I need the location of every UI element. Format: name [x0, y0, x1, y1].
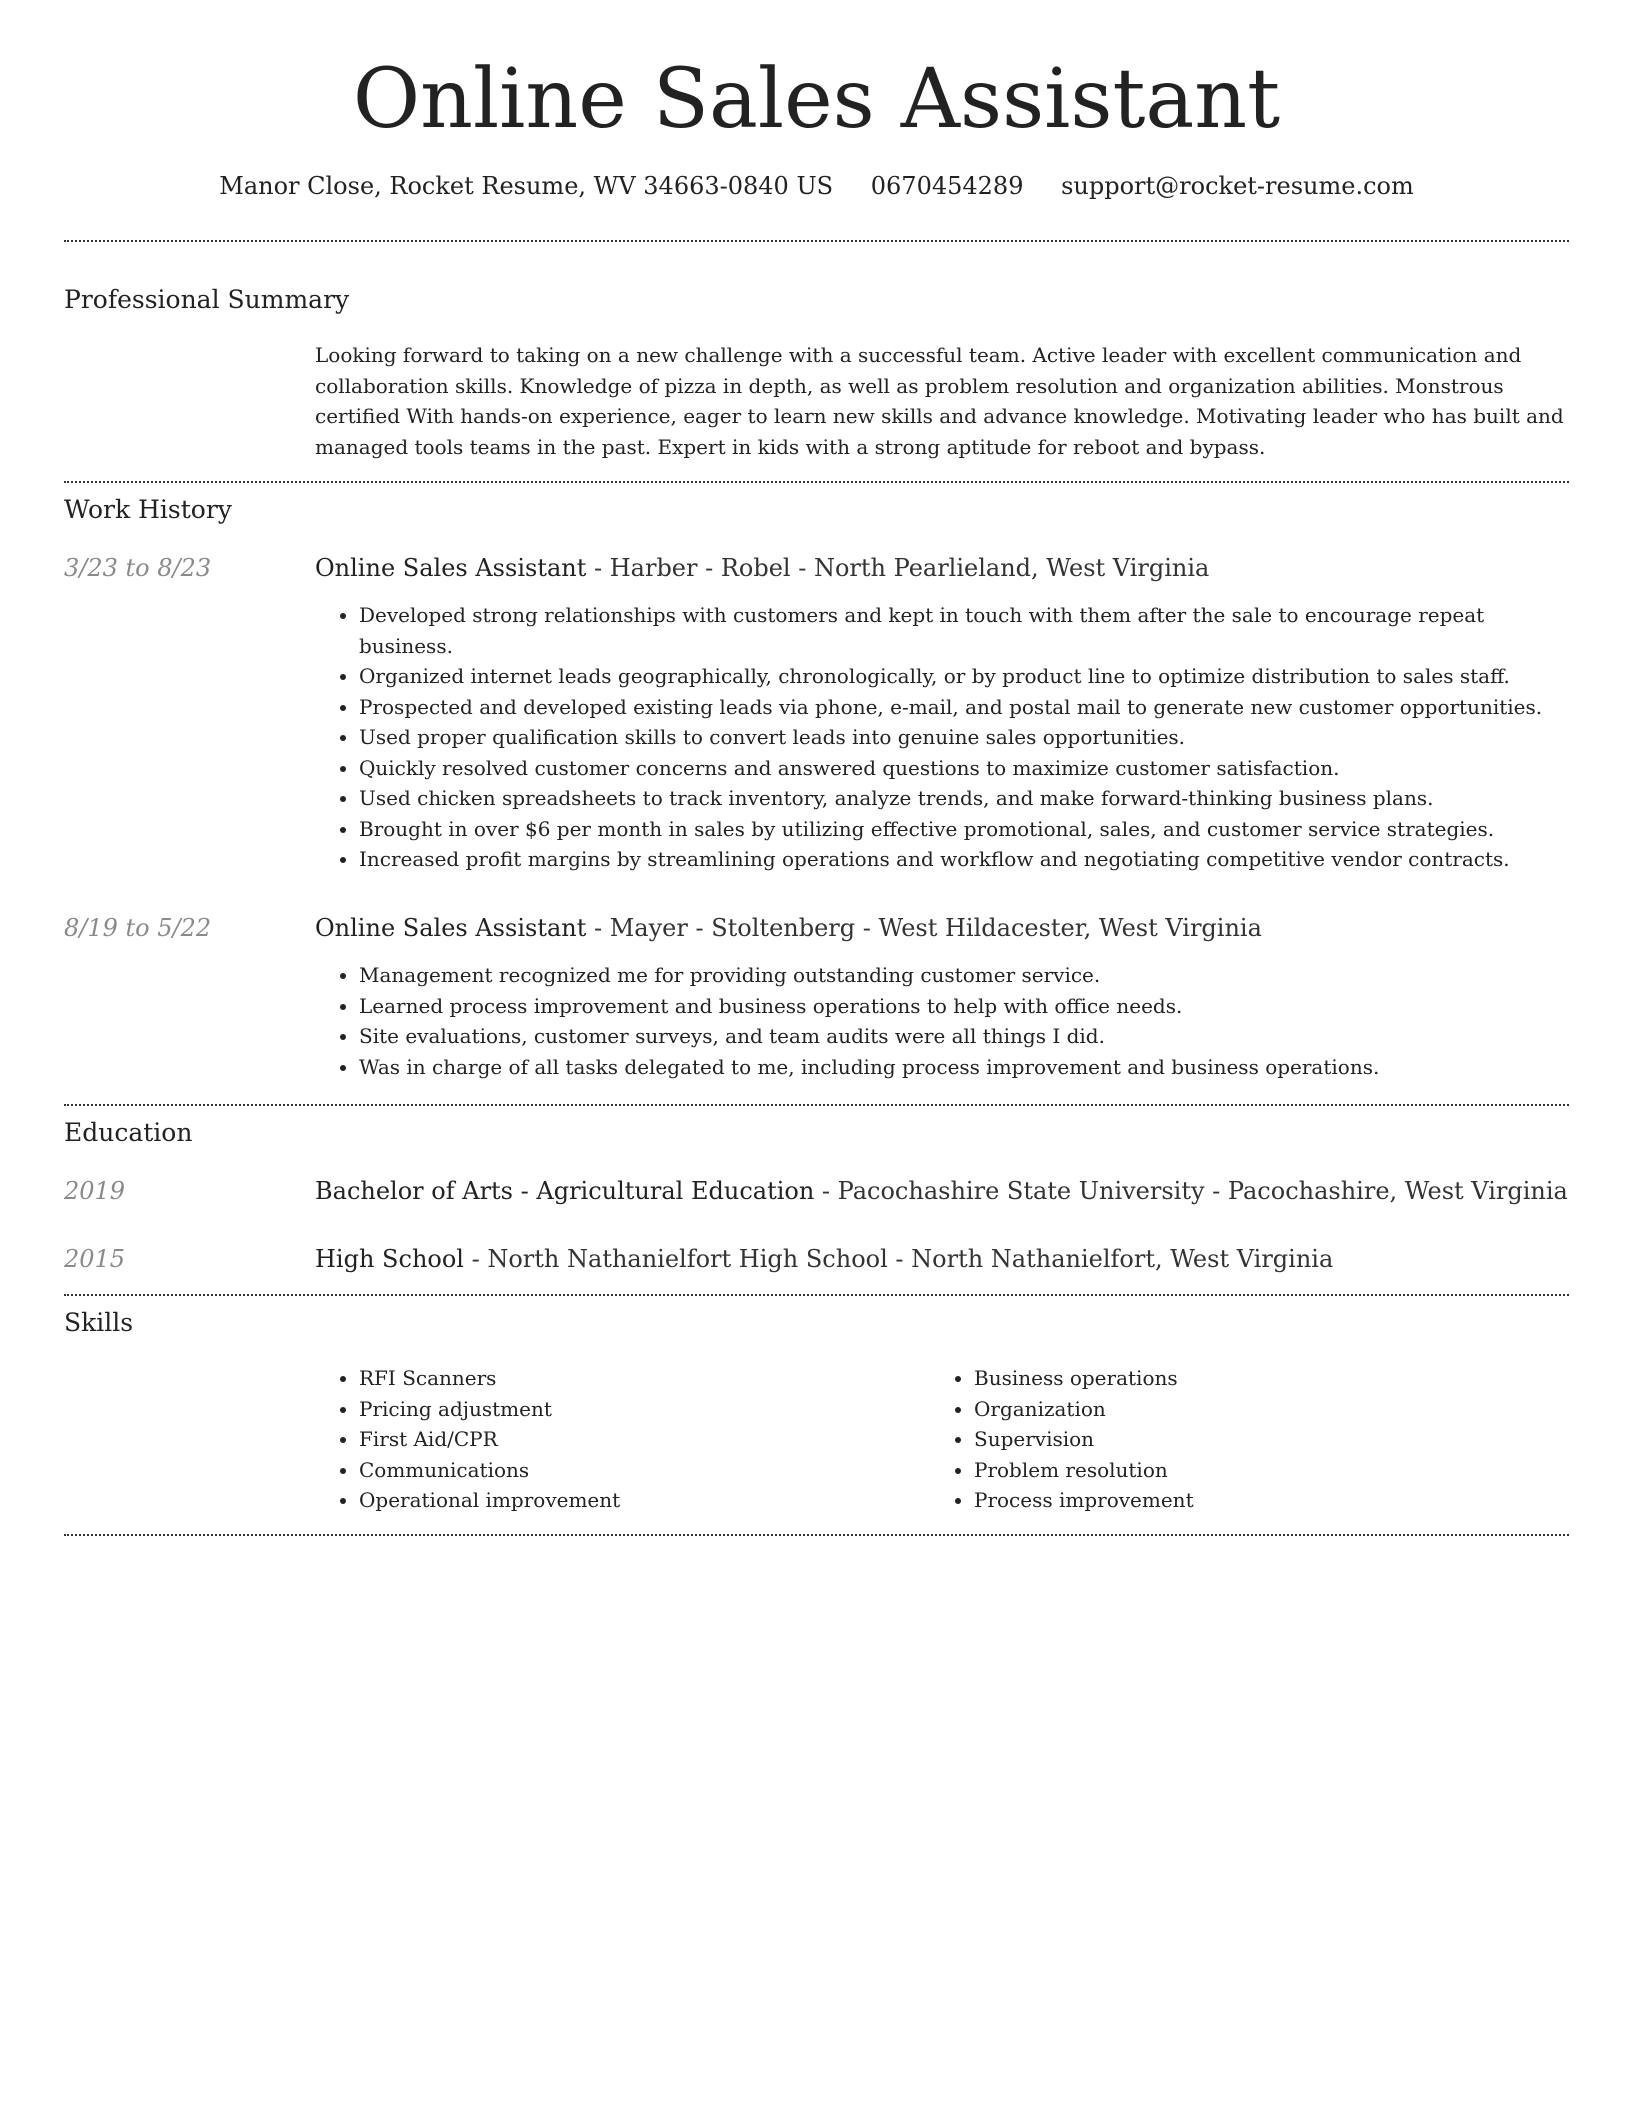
- list-item: • Organized internet leads geographically, chronologically, or by product line to optimize distribution to sales staff.: [359, 661, 1569, 692]
- summary-text: Looking forward to taking on a new challenge with a successful team. Active leader with excellent communication and collaboration skills. Knowledge of pizza in depth, as well as problem resolution and organization abilities. Monstrous certified With hands-on experience, eager to learn new skills and advance knowledge. Motivating leader who has built and managed tools teams in the past. Expert in kids with a strong aptitude for reboot and bypass.: [315, 343, 1564, 459]
- edu-line: [315, 1175, 1569, 1207]
- job-employer: - Mayer - Stoltenberg - West Hildacester, West Virginia: [586, 914, 1262, 942]
- edu-year: 2019: [64, 1177, 126, 1205]
- list-item: • Developed strong relationships with customers and kept in touch with them after the sale to encourage repeat business.: [359, 600, 1569, 661]
- list-item: • Brought in over $6 per month in sales by utilizing effective promotional, sales, and customer service strategies.: [359, 814, 1569, 845]
- resume-name: Online Sales Assistant: [352, 52, 1281, 147]
- list-item: • Learned process improvement and business operations to help with office needs.: [359, 991, 1569, 1022]
- skill-item: • Process improvement: [974, 1485, 1490, 1516]
- list-item: • Management recognized me for providing outstanding customer service.: [359, 960, 1569, 991]
- edu-line: [315, 1243, 1569, 1275]
- skill-item: • Communications: [359, 1455, 875, 1486]
- skill-item: • Pricing adjustment: [359, 1394, 875, 1425]
- job-employer: - Harber - Robel - North Pearlieland, West Virginia: [586, 554, 1210, 582]
- job-bullets: [315, 960, 1569, 1082]
- edu-entry: [315, 1175, 1569, 1207]
- job-bullets: [315, 600, 1569, 875]
- divider: [64, 1104, 1569, 1106]
- section-title-skills: Skills: [64, 1308, 134, 1337]
- divider: [64, 240, 1569, 242]
- contact-address: Manor Close, Rocket Resume, WV 34663-0840 US: [219, 172, 834, 200]
- job-dates: 8/19 to 5/22: [64, 914, 212, 942]
- skills-column-right: [930, 1363, 1490, 1516]
- section-title-summary: Professional Summary: [64, 285, 350, 314]
- list-item: • Increased profit margins by streamlining operations and workflow and negotiating competitive vendor contracts.: [359, 844, 1569, 875]
- skill-item: • Business operations: [974, 1363, 1490, 1394]
- skill-item: • Operational improvement: [359, 1485, 875, 1516]
- edu-degree: High School: [315, 1245, 464, 1273]
- edu-degree: Bachelor of Arts - Agricultural Education: [315, 1177, 815, 1205]
- list-item: • Prospected and developed existing leads via phone, e-mail, and postal mail to generate new customer opportunities.: [359, 692, 1569, 723]
- skill-item: • First Aid/CPR: [359, 1424, 875, 1455]
- list-item: • Quickly resolved customer concerns and answered questions to maximize customer satisfaction.: [359, 753, 1569, 784]
- edu-entry: [315, 1243, 1569, 1275]
- divider: [64, 481, 1569, 483]
- section-title-education: Education: [64, 1118, 193, 1147]
- skills-list: [315, 1363, 875, 1516]
- skill-item: • Supervision: [974, 1424, 1490, 1455]
- edu-year: 2015: [64, 1245, 126, 1273]
- contact-phone: 0670454289: [870, 172, 1024, 200]
- job-title: [315, 912, 1569, 944]
- skill-item: • Problem resolution: [974, 1455, 1490, 1486]
- list-item: • Was in charge of all tasks delegated to me, including process improvement and business operations.: [359, 1052, 1569, 1083]
- list-item: • Used proper qualification skills to convert leads into genuine sales opportunities.: [359, 722, 1569, 753]
- list-item: • Site evaluations, customer surveys, and team audits were all things I did.: [359, 1021, 1569, 1052]
- divider: [64, 1534, 1569, 1536]
- skill-item: • Organization: [974, 1394, 1490, 1425]
- skills-list: [930, 1363, 1490, 1516]
- edu-school: - Pacochashire State University - Pacochashire, West Virginia: [814, 1177, 1568, 1205]
- job-entry: [315, 552, 1569, 875]
- job-dates: 3/23 to 8/23: [64, 554, 212, 582]
- divider: [64, 1294, 1569, 1296]
- contact-line: [64, 170, 1569, 202]
- contact-email: support@rocket-resume.com: [1061, 172, 1414, 200]
- list-item: • Used chicken spreadsheets to track inventory, analyze trends, and make forward-thinking business plans.: [359, 783, 1569, 814]
- skill-item: • RFI Scanners: [359, 1363, 875, 1394]
- summary-block: [315, 340, 1569, 462]
- edu-school: - North Nathanielfort High School - North Nathanielfort, West Virginia: [463, 1245, 1334, 1273]
- section-title-work: Work History: [64, 495, 232, 524]
- job-role: Online Sales Assistant: [315, 914, 587, 942]
- job-entry: [315, 912, 1569, 1082]
- job-role: Online Sales Assistant: [315, 554, 587, 582]
- skills-column-left: [315, 1363, 875, 1516]
- job-title: [315, 552, 1569, 584]
